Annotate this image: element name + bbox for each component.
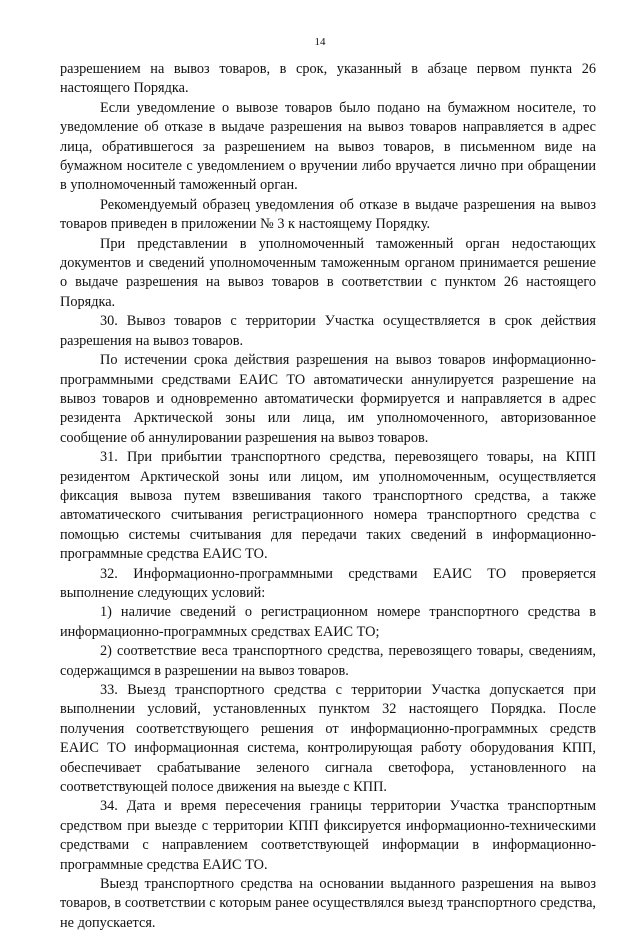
paragraph-missing-documents: При представлении в уполномоченный таможенный орган недостающих документов и сведений уполномоченным таможенным органом принимается решение о выдаче разрешения на вывоз товаров в соответствии с пунктом 26 настоящего Порядка. [60, 235, 596, 310]
paragraph-condition-1: 1) наличие сведений о регистрационном номере транспортного средства в информационно-программных средствах ЕАИС ТО; [60, 604, 596, 640]
document-body [60, 60, 596, 933]
paragraph-expiry-annulment: По истечении срока действия разрешения на вывоз товаров информационно-программными средствами ЕАИС ТО автоматически аннулируется разрешение на вывоз товаров и одновременно автоматически формируется и направляется в адрес резидента Арктической зоны или лица, им уполномоченного, авторизованное сообщение об аннулировании разрешения на вывоз товаров. [60, 352, 596, 446]
paragraph-item-31: 31. При прибытии транспортного средства, перевозящего товары, на КПП резидентом Арктической зоны или лицом, им уполномоченным, осуществляется фиксация вывоза путем взвешивания такого транспортного средства, а также автоматического считывания регистрационного номера транспортного средства с помощью системы считывания для передачи таких сведений в информационно-программные средства ЕАИС ТО. [60, 449, 596, 563]
paragraph-continuation: разрешением на вывоз товаров, в срок, указанный в абзаце первом пункта 26 настоящего Порядка. [60, 61, 596, 97]
paragraph-condition-2: 2) соответствие веса транспортного средства, перевозящего товары, сведениям, содержащимся в разрешении на вывоз товаров. [60, 643, 596, 679]
paragraph-item-34: 34. Дата и время пересечения границы территории Участка транспортным средством при выезде с территории КПП фиксируется информационно-техническими средствами с направлением соответствующей информации в информационно-программные средства ЕАИС ТО. [60, 798, 596, 873]
paragraph-repeat-exit: Выезд транспортного средства на основании выданного разрешения на вывоз товаров, в соответствии с которым ранее осуществлялся выезд транспортного средства, не допускается. [60, 876, 596, 931]
paragraph-sample-reference: Рекомендуемый образец уведомления об отказе в выдаче разрешения на вывоз товаров приведен в приложении № 3 к настоящему Порядку. [60, 196, 596, 233]
page-number: 14 [314, 36, 326, 48]
paragraph-item-32: 32. Информационно-программными средствами ЕАИС ТО проверяется выполнение следующих условий: [60, 565, 596, 601]
paragraph-paper-notice: Если уведомление о вывозе товаров было подано на бумажном носителе, то уведомление об отказе в выдаче разрешения на вывоз товаров направляется в адрес лица, обратившегося за разрешением на вывоз товаров, в письменном виде на бумажном носителе с уведомлением о вручении либо вручается лично при обращении в уполномоченный таможенный орган. [60, 99, 596, 194]
paragraph-item-33: 33. Выезд транспортного средства с территории Участка допускается при выполнении условий, установленных пунктом 32 настоящего Порядка. После получения соответствующего решения от информационно-программных средств ЕАИС ТО информационная система, контролирующая работу оборудования КПП, обеспечивает срабатывание зеленого сигнала светофора, установленного на соответствующей полосе движения на выезде с КПП. [60, 682, 596, 796]
paragraph-item-30: 30. Вывоз товаров с территории Участка осуществляется в срок действия разрешения на вывоз товаров. [60, 313, 596, 349]
